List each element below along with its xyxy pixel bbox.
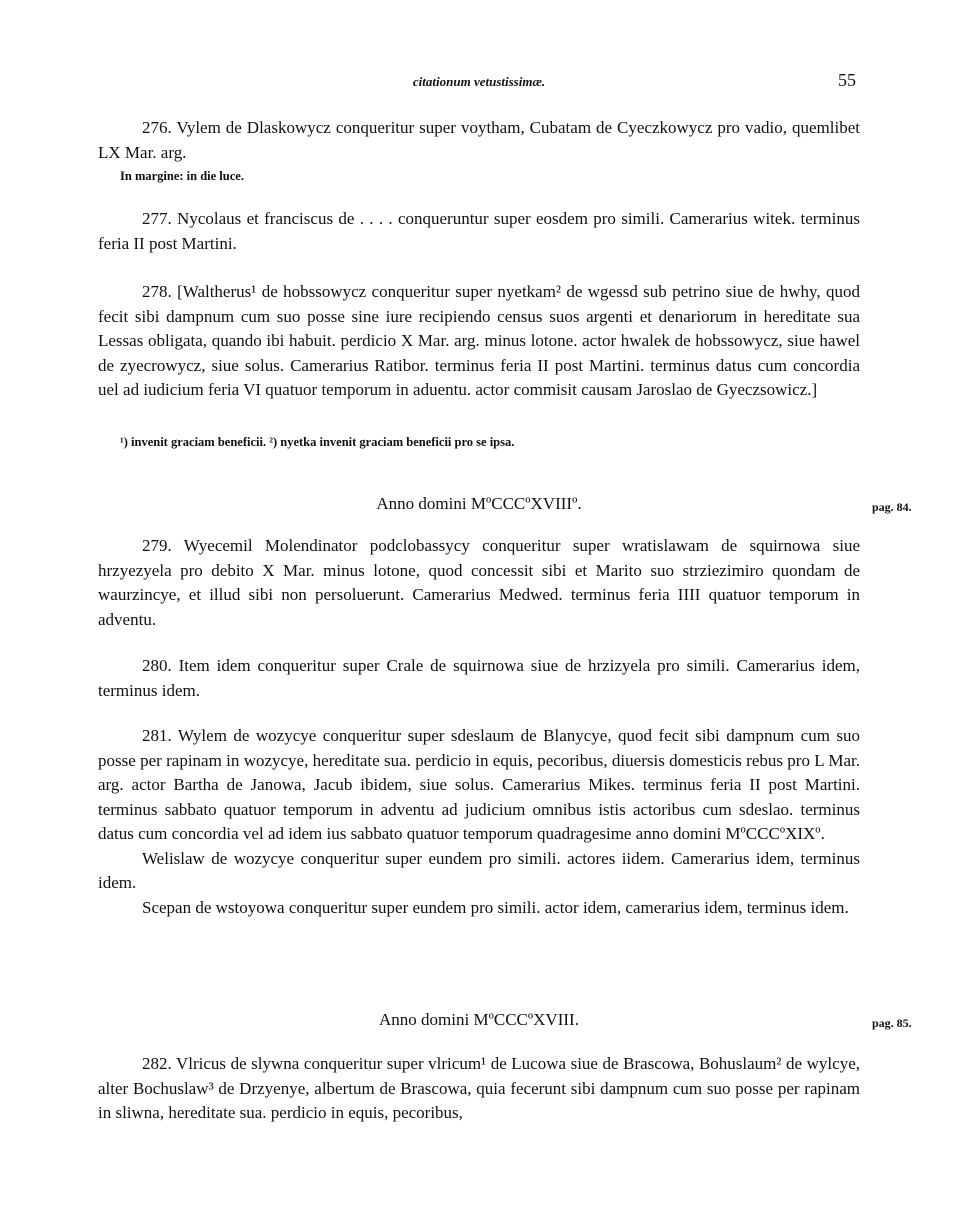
entry-281 [98,724,860,920]
entry-280 [98,654,860,703]
entry-278 [98,280,860,403]
entry-279 [98,534,860,632]
entry-282 [98,1052,860,1126]
entry-text: 278. [Waltherus¹ de hobssowycz conqueritur super nyetkam² de wgessd sub petrino siue de hwhy, quod fecit sibi dampnum cum suo posse sine iure recipiendo census suos argenti et denariorum in hereditate sua Lessas obligata, quando ibi habuit. perdicio X Mar. arg. minus lotone. actor hwalek de hobssowycz, siue hawel de zyecrowycz, siue solus. Camerarius Ratibor. terminus feria II post Martini. terminus datus cum concordia uel ad iudicium feria VI quatuor temporum in aduentu. actor commisit causam Jaroslao de Gyeczsowicz.] [98,282,860,399]
entry-text: 277. Nycolaus et franciscus de . . . . conqueruntur super eosdem pro simili. Camerarius witek. terminus feria II post Martini. [98,209,860,253]
entry-text: 281. Wylem de wozycye conqueritur super sdeslaum de Blanycye, quod fecit sibi dampnum cum suo posse per rapinam in wozycye, hereditate sua. perdicio in equis, pecoribus, diuersis domesticis rebus pro L Mar. arg. actor Bartha de Janowa, Jacub ibidem, siue solus. Camerarius Mikes. terminus feria II post Martini. terminus sabbato quatuor temporum in adventu ad judicium omnibus istis actoribus cum sdeslao. terminus datus cum concordia vel ad idem ius sabbato quatuor temporum quadragesime anno domini MºCCCºXIXº. [98,726,860,843]
footnote-278: ¹) invenit graciam beneficii. ²) nyetka invenit graciam beneficii pro se ipsa. [120,435,515,449]
entry-text: 280. Item idem conqueritur super Crale de squirnowa siue de hrzizyela pro simili. Camerarius idem, terminus idem. [98,656,860,700]
margin-page-ref-1: pag. 84. [872,500,912,514]
entry-continuation: Scepan de wstoyowa conqueritur super eundem pro simili. actor idem, camerarius idem, terminus idem. [142,897,849,917]
entry-continuation: Welislaw de wozycye conqueritur super eundem pro simili. actores iidem. Camerarius idem, terminus idem. [98,848,860,892]
year-heading-2: Anno domini MºCCCºXVIII. [379,1010,579,1029]
entry-text: 279. Wyecemil Molendinator podclobassycy conqueritur super wratislawam de squirnowa siue hrzyezyela pro debito X Mar. minus lotone, quod concessit sibi et Marito suo strziezimiro quondam de waurzincye, et illud sibi non persoluerunt. Camerarius Medwed. terminus feria IIII quatuor temporum in adventu. [98,536,860,629]
running-title: citationum vetustissimæ. [412,74,546,89]
margin-note-276: In margine: in die luce. [120,169,244,183]
entry-276 [98,116,860,165]
entry-text: 282. Vlricus de slywna conqueritur super vlricum¹ de Lucowa siue de Brascowa, Bohuslaum² de wylcye, alter Bochuslaw³ de Drzyenye, albertum de Brascowa, quia fecerunt sibi dampnum cum suo posse per rapinam in sliwna, hereditate sua. perdicio in equis, pecoribus, [98,1054,860,1122]
entry-text: 276. Vylem de Dlaskowycz conqueritur super voytham, Cubatam de Cyeczkowycz pro vadio, quemlibet LX Mar. arg. [98,118,860,162]
page-number: 55 [838,70,856,90]
entry-277 [98,207,860,256]
margin-page-ref-2: pag. 85. [872,1016,912,1030]
year-heading-1: Anno domini MºCCCºXVIIIº. [376,494,582,513]
running-head [98,70,860,94]
